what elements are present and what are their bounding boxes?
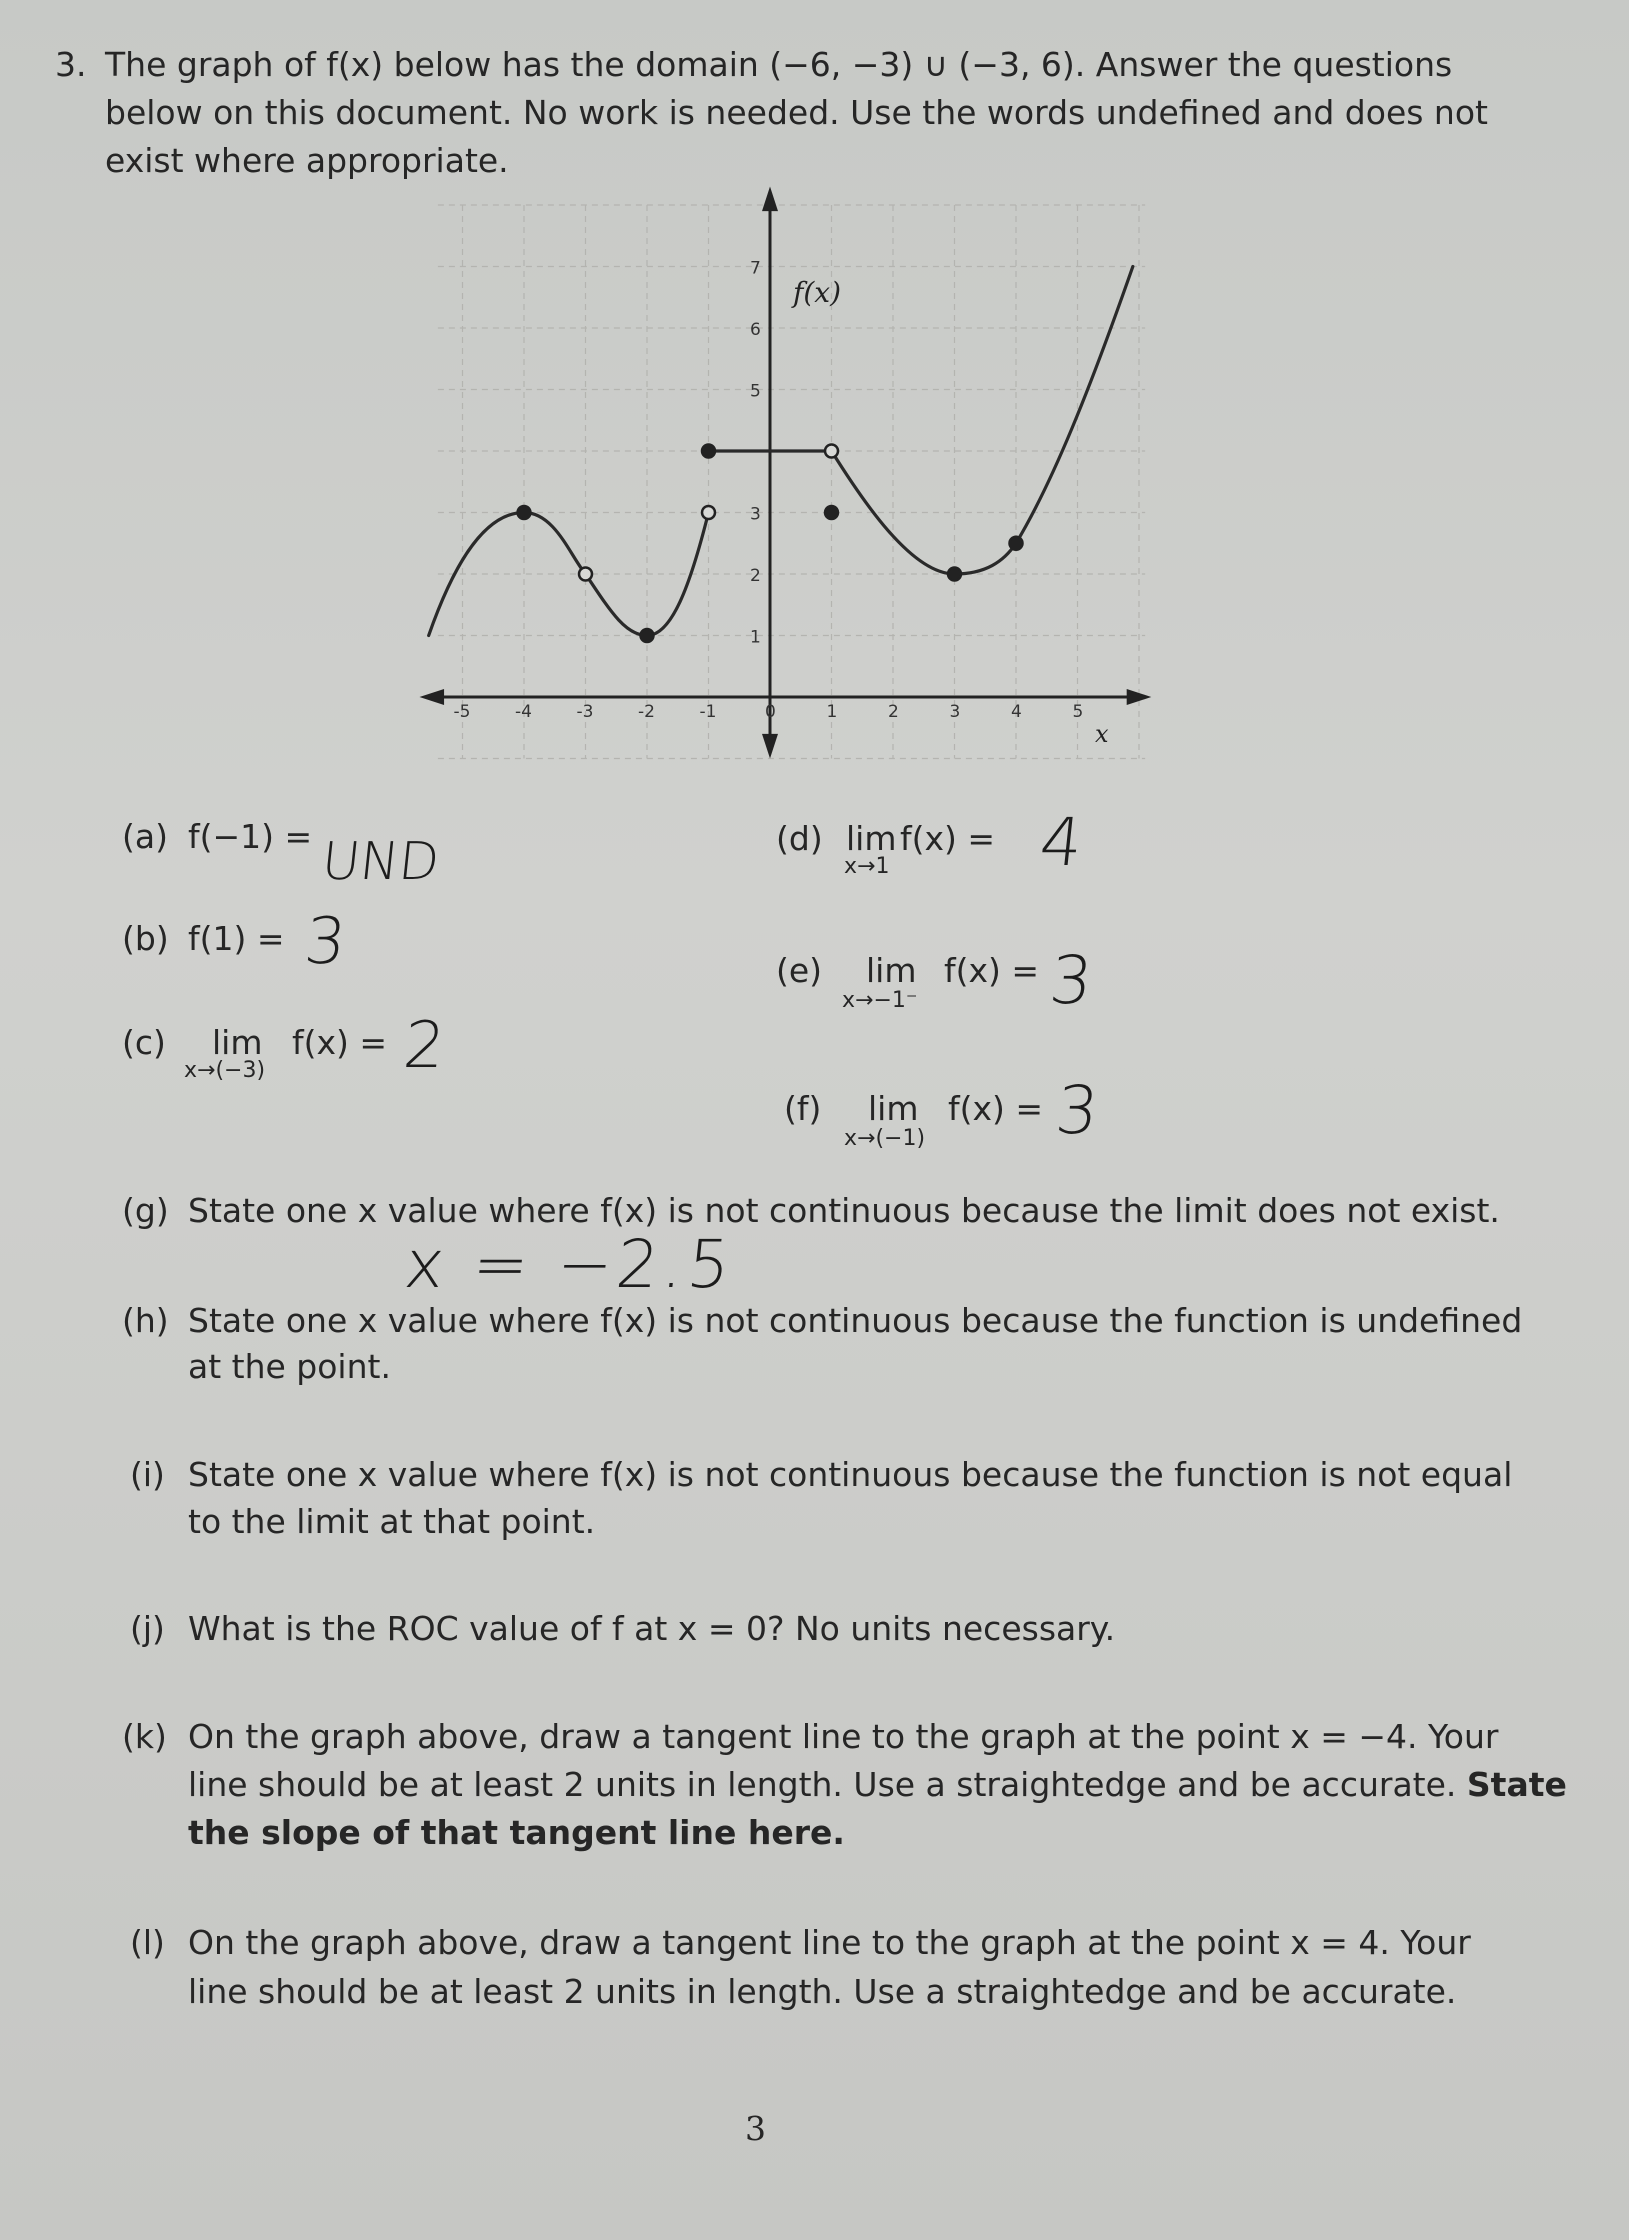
- part-k-line-2-text: line should be at least 2 units in length. Use a straightedge and be accurate.: [188, 1765, 1457, 1804]
- point-closed: [948, 568, 961, 581]
- part-k-line-2: [188, 1765, 1567, 1804]
- y-tick-label: 5: [750, 381, 761, 402]
- x-tick-label: 5: [1072, 702, 1084, 722]
- part-h-line-2: at the point.: [188, 1347, 391, 1386]
- x-axis-label: x: [1095, 720, 1109, 748]
- x-tick-label: -2: [638, 702, 655, 722]
- part-j-text: What is the ROC value of f at x = 0? No units necessary.: [188, 1609, 1116, 1648]
- part-l-line-2: line should be at least 2 units in length. Use a straightedge and be accurate.: [188, 1972, 1457, 2011]
- part-k-line-2-bold: State: [1466, 1765, 1567, 1804]
- y-axis-arrow-up: [762, 187, 778, 212]
- intro-line-2: below on this document. No work is needed. Use the words undefined and does not: [105, 93, 1488, 132]
- x-tick-label: 2: [888, 702, 899, 722]
- part-f-label: (f): [784, 1089, 822, 1128]
- part-c-answer: 2: [400, 1009, 449, 1083]
- part-i-line-1: State one x value where f(x) is not continuous because the function is not equal: [188, 1455, 1513, 1494]
- part-e-label: (e): [776, 951, 823, 990]
- x-tick-label: -4: [515, 702, 532, 722]
- right-curve: [832, 267, 1133, 575]
- graph-axes: [419, 187, 1151, 759]
- part-k-line-3: the slope of that tangent line here.: [188, 1813, 845, 1852]
- point-closed: [825, 506, 838, 519]
- point-closed: [1010, 537, 1023, 550]
- part-l-line-1: On the graph above, draw a tangent line to the graph at the point x = 4. Your: [188, 1923, 1471, 1962]
- part-f-lim: lim: [868, 1089, 919, 1128]
- x-tick-label: -3: [576, 702, 594, 722]
- part-k-line-1: On the graph above, draw a tangent line to the graph at the point x = −4. Your: [188, 1717, 1499, 1756]
- graph-curves: [429, 267, 1133, 643]
- y-tick-label: 7: [750, 258, 761, 279]
- part-b-expr: f(1) =: [188, 919, 285, 958]
- page-number: 3: [745, 2109, 766, 2148]
- point-open: [825, 445, 838, 458]
- part-j-label: (j): [130, 1609, 165, 1648]
- part-i-line-2: to the limit at that point.: [188, 1502, 596, 1541]
- part-k-label: (k): [122, 1717, 167, 1756]
- part-c-sub: x→(−3): [184, 1058, 266, 1083]
- part-d-sub: x→1: [844, 854, 890, 879]
- part-f-expr: f(x) =: [948, 1089, 1044, 1128]
- x-tick-label: -5: [453, 702, 471, 722]
- part-a-expr: f(−1) =: [188, 817, 313, 856]
- part-c-label: (c): [122, 1023, 166, 1062]
- part-d-lim: lim: [846, 819, 897, 858]
- y-axis-arrow-down: [762, 734, 778, 759]
- intro-line-1: The graph of f(x) below has the domain (−6, −3) ∪ (−3, 6). Answer the questions: [105, 45, 1453, 84]
- part-d-label: (d): [776, 819, 823, 858]
- point-closed: [702, 445, 715, 458]
- part-d-expr: f(x) =: [900, 819, 996, 858]
- part-a-answer: UND: [318, 832, 443, 892]
- y-tick-label: 6: [750, 320, 761, 340]
- part-g-answer: x = −2.5: [401, 1226, 738, 1303]
- x-tick-label: -1: [699, 702, 717, 722]
- point-open: [579, 568, 592, 581]
- part-b-label: (b): [122, 919, 169, 958]
- part-f-answer: 3: [1052, 1072, 1103, 1149]
- y-tick-label: 2: [750, 566, 761, 586]
- part-c-expr: f(x) =: [292, 1023, 388, 1062]
- part-i-label: (i): [130, 1455, 165, 1494]
- part-g-text: State one x value where f(x) is not continuous because the limit does not exist.: [188, 1191, 1500, 1230]
- part-l-label: (l): [130, 1923, 165, 1962]
- graph-grid: [438, 205, 1145, 759]
- part-f-sub: x→(−1): [844, 1126, 926, 1151]
- part-d-answer: 4: [1036, 804, 1087, 881]
- point-open: [702, 506, 715, 519]
- part-e-answer: 3: [1046, 942, 1097, 1019]
- part-e-lim: lim: [866, 951, 917, 990]
- part-a-label: (a): [122, 817, 168, 856]
- point-closed: [518, 506, 531, 519]
- function-label: f(x): [793, 276, 842, 309]
- x-tick-label: 1: [826, 702, 838, 722]
- left-curve: [429, 513, 709, 636]
- part-e-sub: x→−1⁻: [842, 988, 918, 1013]
- x-tick-label: 3: [949, 702, 961, 722]
- y-tick-label: 1: [750, 627, 761, 648]
- part-c-lim: lim: [212, 1023, 263, 1062]
- point-closed: [641, 629, 654, 642]
- part-e-expr: f(x) =: [944, 951, 1040, 990]
- part-b-answer: 3: [301, 905, 350, 979]
- problem-number: 3.: [55, 45, 87, 84]
- part-h-label: (h): [122, 1301, 169, 1340]
- x-tick-label: 4: [1011, 702, 1022, 722]
- x-axis-arrow-left: [419, 689, 444, 705]
- y-tick-label: 3: [750, 504, 761, 525]
- x-tick-label: 0: [765, 702, 776, 722]
- intro-line-3: exist where appropriate.: [105, 141, 509, 180]
- part-h-line-1: State one x value where f(x) is not continuous because the function is undefined: [188, 1301, 1523, 1340]
- part-g-label: (g): [122, 1191, 169, 1230]
